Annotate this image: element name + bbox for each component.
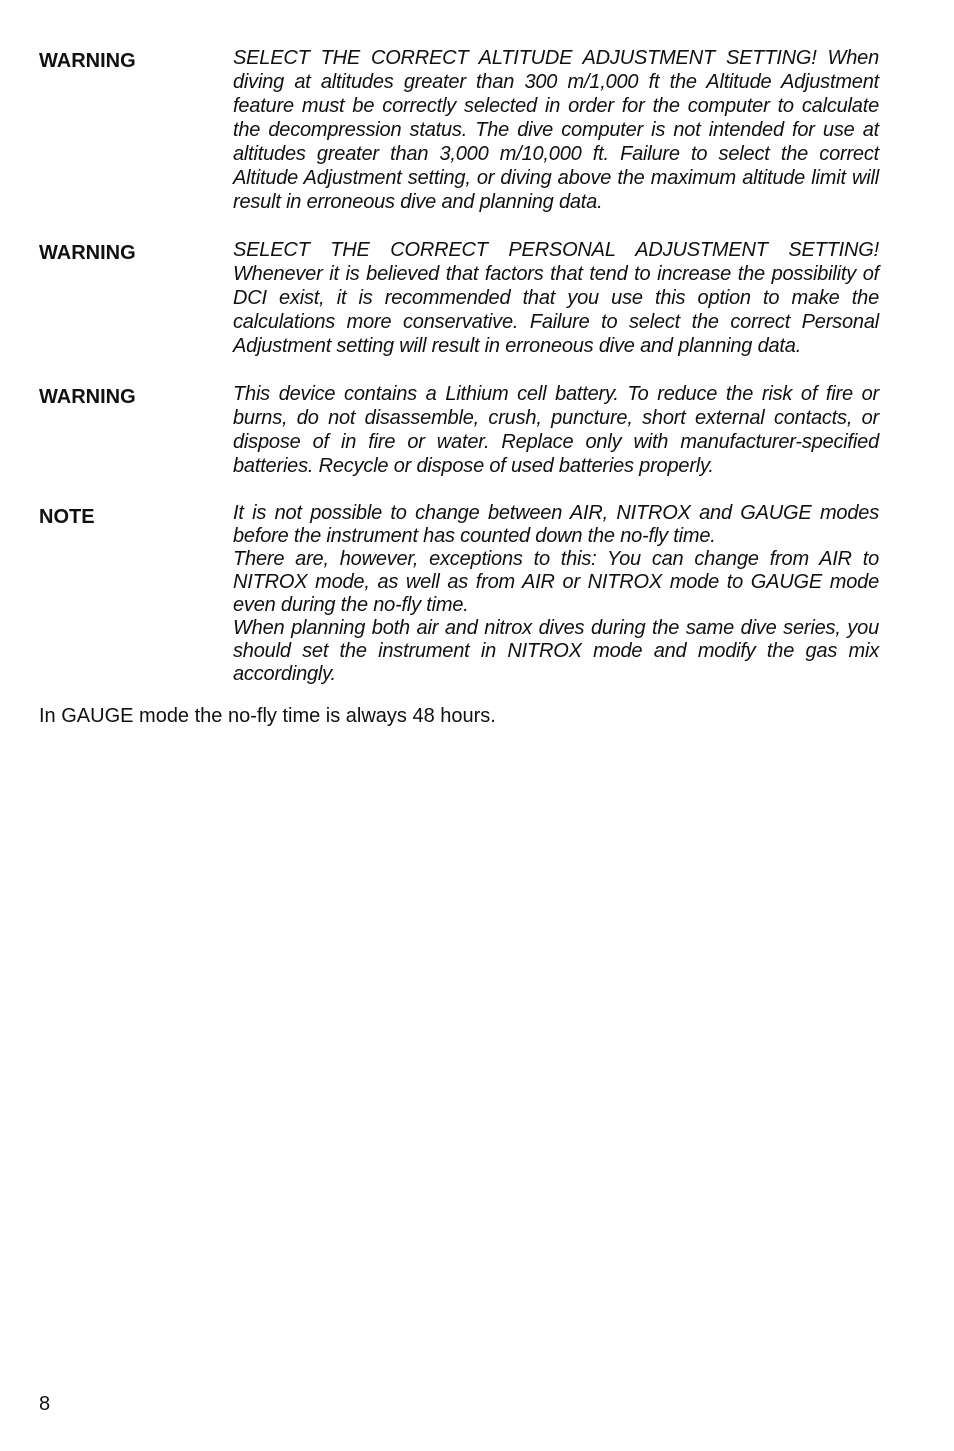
warning-altitude-adjustment [39, 46, 879, 214]
entry-paragraph: SELECT THE CORRECT ALTITUDE ADJUSTMENT SETTING! When diving at altitudes greater than 300 m/1,000 ft the Altitude Adjustment feature must be correctly selected in order for the computer to calculate the decompression status. The dive computer is not intended for use at altitudes greater than 3,000 m/10,000 ft. Failure to select the correct Altitude Adjustment setting, or diving above the maximum altitude limit will result in erroneous dive and planning data. [233, 47, 879, 213]
warning-personal-adjustment [39, 238, 879, 358]
gauge-mode-note: In GAUGE mode the no-fly time is always 48 hours. [39, 705, 496, 727]
entry-paragraph: This device contains a Lithium cell battery. To reduce the risk of fire or burns, do not disassemble, crush, puncture, short external contacts, or dispose of in fire or water. Replace only with manufacturer-specified batteries. Recycle or dispose of used batteries properly. [233, 383, 879, 477]
entry-label: WARNING [39, 386, 136, 408]
entry-paragraph: There are, however, exceptions to this: You can change from AIR to NITROX mode, as well as from AIR or NITROX mode to GAUGE mode even during the no-fly time. [233, 548, 879, 616]
note-mode-change [39, 502, 879, 686]
entry-label: NOTE [39, 506, 95, 528]
warning-lithium-battery [39, 382, 879, 478]
entry-body [233, 382, 879, 478]
entry-body [233, 502, 879, 686]
entry-label: WARNING [39, 242, 136, 264]
document-page [39, 46, 879, 728]
entry-paragraph: SELECT THE CORRECT PERSONAL ADJUSTMENT SETTING! Whenever it is believed that factors that tend to increase the possibility of DCI exist, it is recommended that you use this option to make the calculations more conservative. Failure to select the correct Personal Adjustment setting will result in erroneous dive and planning data. [233, 239, 879, 357]
entry-body [233, 46, 879, 214]
entry-paragraph: It is not possible to change between AIR, NITROX and GAUGE modes before the instrument has counted down the no-fly time. [233, 502, 879, 547]
entry-paragraph: When planning both air and nitrox dives during the same dive series, you should set the instrument in NITROX mode and modify the gas mix accordingly. [233, 617, 879, 685]
entry-body [233, 238, 879, 358]
page-number: 8 [39, 1393, 51, 1415]
entry-label: WARNING [39, 50, 136, 72]
